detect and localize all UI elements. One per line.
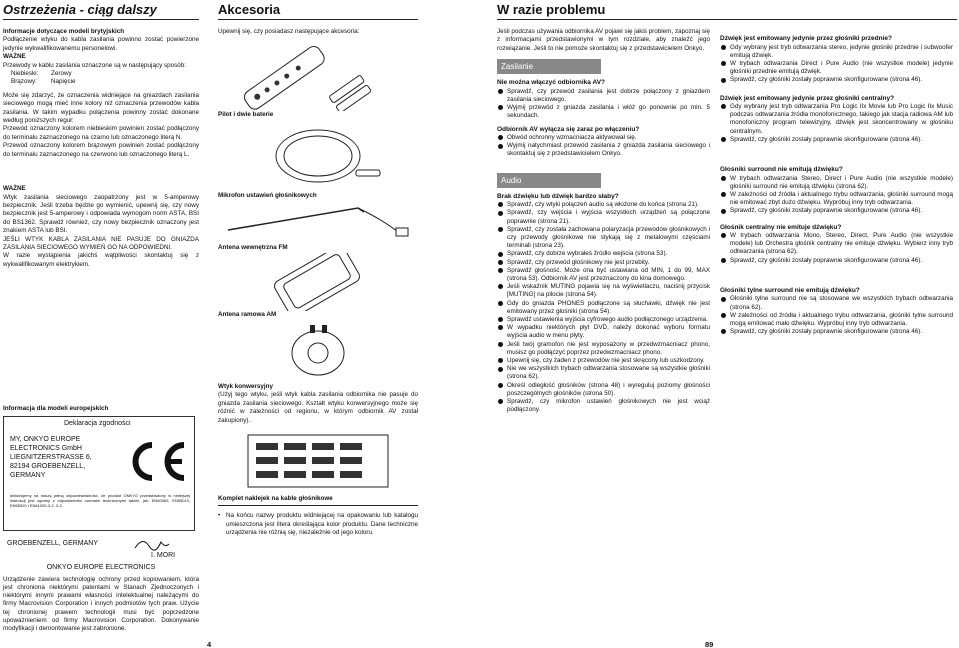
- acc-intro: Upewnij się, czy posiadasz następujące akcesoria:: [218, 28, 360, 35]
- q-center-only: Dźwięk jest emitowany jedynie przez głośniki centralny?: [720, 94, 895, 102]
- address: MY, ONKYO EUROPE ELECTRONICS GmbH LIEGNITZERSTRASSE 6, 82194 GROEBENZELL, GERMANY: [10, 436, 92, 480]
- q-no-surround-back: Głośniki tylne surround nie emitują dźwięku?: [720, 286, 860, 294]
- decl-title: Deklaracja zgodności: [64, 420, 131, 428]
- para-plug: JEŚLI WTYK KABLA ZASILANIA NIE PASUJE DO GNIAZDA ZASILANIA SIECIOWEGO WYMIEŃ GO NA ODPOWIEDNI.: [3, 235, 199, 251]
- remote-batteries-icon: [218, 36, 418, 111]
- trouble-intro: Jeśli podczas używania odbiornika AV pojawi się jakiś problem, zapoznaj się z informacjami przedstawionymi w tym rozdziale, aby znaleźć jego rozwiązanie. Jeśli to nie pomoże skontaktuj się z przedstawicielem Onkyo.: [497, 28, 710, 52]
- uk-heading: Informacje dotyczące modeli brytyjskich: [3, 28, 125, 35]
- middle-column: [218, 0, 418, 648]
- acc-remote-label: Pilot i dwie baterie: [218, 111, 274, 119]
- right-column-2: [720, 0, 953, 648]
- section-audio: Audio: [497, 173, 601, 188]
- q-no-sound-list: Sprawdź, czy wtyki połączeń audio są włożone do końca (strona 21). Sprawdź, czy wejścia i wyjścia wszystkich urządzeń są połączone poprawnie (strona 21). Sprawdź, czy została zachowana polaryzacja przewodów głośnikowych i czy przewody głośnikowe nie stykają się z metalowymi częściami terminali (strona 23). Sprawdź, czy dobrze wybrałeś źródło wejścia (strona 53). Sprawdź, czy przewód głośnikowy nie jest przebity. Sprawdź głośność. Może ona być ustawiana od MIN, 1 do 99, MAX (strona 53). Odbiornik AV jest przeznaczony do kina domowego. Jeśli wskaźnik MUTING pojawia się na wyświetlaczu, naciśnij przycisk [MUTING] na pilocie (strona 54). Gdy do gniazda PHONES podłączone są słuchawki, dźwięk nie jest emitowany przez głośniki (strona 54). Sprawdź ustawienia wyjścia cyfrowego audio podłączonego urządzenia. W wypadku niektórych płyt DVD, należy dokonać wyboru formatu wyjścia audio w menu płyty. Jeśli twój gramofon nie jest wyposażony w przedwzmacniacz phono, musisz go podłączyć poprzez przedwzmacniacz phono. Upewnij się, czy żaden z przewodów nie jest skręcony lub uszkodzony. Nie we wszystkich trybach odtwarzania stosowane są wszystkie głośniki (strona 62). Określ odległość głośników (strona 48) i wyreguluj poziomy głośności poszczególnych głośników (strona 50). Sprawdź, czy mikrofon ustawień głośnikowych nie jest wciąż podłączony.: [497, 201, 710, 414]
- wazne-label: WAŻNE: [3, 53, 26, 61]
- q-front-only: Dźwięk jest emitowany jedynie przez głośniki przednie?: [720, 35, 892, 42]
- eu-heading: Informacja dla modeli europejskich: [3, 405, 109, 412]
- q-center-only-list: Gdy wybrany jest tryb odtwarzania Pro Logic IIx Movie lub Pro Logic IIx Music podczas odtwarzania źródła monofonicznego, takiego jak stacja radiowa AM lub monofoniczny program telewizyjny, dźwięk jest skoncentrowany w głośniku centralnym. Sprawdź, czy głośniki zostały poprawnie skonfigurowane (strona 46).: [720, 103, 953, 144]
- eu-section: [3, 405, 199, 633]
- sign-name: I. MORI: [151, 552, 176, 560]
- acc-am-label: Antena ramowa AM: [218, 310, 277, 318]
- page-number-right: 89: [705, 640, 714, 648]
- signature-area: [3, 534, 199, 560]
- color-note: • Na końcu nazwy produktu widniejącej na opakowaniu lub katalogu umieszczona jest litera określająca kolor produktu. Dane techniczne urządzenia nie różnią się, niezależnie od jego koloru.: [218, 512, 418, 537]
- q-shutdown-list: Obwód ochronny wzmacniacza aktywował się. Wyjmij natychmiast przewód zasilania z gniazda zasilania sieciowego i skontaktuj się z przedstawicielem Onkyo.: [497, 134, 710, 159]
- ce-mark-icon: [122, 439, 192, 484]
- acc-labels-label: Komplet naklejek na kable głośnikowe: [218, 495, 418, 506]
- q-no-center: Głośnik centralny nie emituje dźwięku?: [720, 223, 842, 231]
- q-no-power: Nie można włączyć odbiornika AV?: [497, 79, 605, 87]
- am-antenna-icon: [218, 253, 418, 311]
- para-doubt: W razie wystąpienia jakichś wątpliwości skontaktuj się z wykwalifikowanym elektrykiem.: [3, 252, 199, 268]
- wire-brown-row: Brązowy: Napięcie: [11, 78, 76, 86]
- left-column: [3, 0, 199, 648]
- conversion-plug-icon: [218, 319, 418, 383]
- section-power: Zasilanie: [497, 59, 601, 74]
- q-no-power-list: Sprawdź, czy przewód zasilania jest dobrze połączony z gniazdem zasilania sieciowego. Wyjmij przewód z gniazda zasilania i włóż go ponownie po min. 5 sekundach.: [497, 88, 710, 121]
- wazne-label-2: WAŻNE: [3, 185, 26, 193]
- page-number-left: 4: [207, 640, 212, 648]
- q-front-only-list: Gdy wybrany jest tryb odtwarzania stereo, jedynie głośniki przednie i subwoofer emitują dźwięk. W trybach odtwarzania Direct i Pure Audio (nie wszystkie modele) jedynie głośniki przednie emitują dźwięk. Sprawdź, czy głośniki zostały poprawnie skonfigurowane (strona 46).: [720, 44, 953, 85]
- middle-title: Akcesoria: [218, 0, 418, 20]
- macrovision-text: Urządzenie zawiera technologię ochrony przed kopiowaniem, która jest chroniona niektórymi patentami w Stanach Zjednoczonych i niektórymi innymi prawami własności intelektualnej należącymi do firmy Macrovision Corporation i innych podmiotów tych praw. Użycie tej chronionej prawem technologii musi być poprzedzone upoważnieniem od firmy Macrovision Corporation. Dokonywanie modyfikacji i demontowanie jest zabronione.: [3, 575, 199, 633]
- q-no-surround: Głośniki surround nie emitują dźwięku?: [720, 166, 843, 174]
- para-brown: Przewód oznaczony kolorem brązowym powinien zostać podłączony do terminalu zaznaczonego na czerwono lub oznaczonego literą L.: [3, 142, 199, 158]
- q-no-surround-list: W trybach odtwarzania Stereo, Direct i Pure Audio (nie wszystkie modele) głośniki surround nie emitują dźwięku (strona 62). W zależności od źródła i aktualnego trybu odtwarzania, głośniki surround mogą nie emitować zbyt dużo dźwięku. Wypróbuj inny tryb odtwarzania. Sprawdź, czy głośniki zostały poprawnie skonfigurowane (strona 46).: [720, 175, 953, 216]
- wires-intro: Przewody w kablu zasilania oznaczone są w następujący sposób:: [3, 61, 187, 69]
- para-blue: Przewód oznaczony kolorem niebieskim powinien zostać podłączony do terminalu zaznaczonego na czarno lub oznaczonego literą N.: [3, 125, 199, 141]
- q-no-surround-back-list: Głośniki tylne surround nie są stosowane we wszystkich trybach odtwarzania (strona 62). W zależności od źródła i aktualnego trybu odtwarzania, głośniki tylne surround mogą emitować mało dźwięku. Wypróbuj inny tryb odtwarzania. Sprawdź, czy głośniki zostały poprawnie skonfigurowane (strona 46).: [720, 295, 953, 336]
- decl-small-text: deklarujemy na naszą pełną odpowiedzialność, że produkt ONKYO przedstawiony w niniejszej instrukcji jest zgodny z odpowiednimi normami technicznymi takimi, jak: EN60065, EN55013, EN55020 i EN61000-3-2, 3-3.: [10, 493, 190, 509]
- right-title: W razie problemu: [497, 0, 957, 20]
- acc-fm-label: Antena wewnętrzna FM: [218, 244, 288, 252]
- para-colors: Może się zdarzyć, że oznaczenia widniejące na gniazdach zasilania sieciowego mogą mieć inne kolory niż oznaczenia przewodów kabla zasilania. W takim wypadku połączenia powinny zostać dokonane według poniższych reguł:: [3, 91, 199, 125]
- right-column-1: [497, 0, 710, 648]
- wire-blue-row: Niebieski: Zerowy: [11, 70, 72, 78]
- uk-text: Podłączenie wtyku do kabla zasilania powinno zostać powierzone jedynie wykwalifikowanemu personelowi.: [3, 36, 199, 52]
- acc-plug-desc: (Użyj tego wtyku, jeśli wtyk kabla zasilania odbiornika nie pasuje do gniazda zasilania sieciowego. Kształt wtyku konwersyjnego może się różnić w zależności od regionu, w którym odbiornik AV został zakupiony).: [218, 391, 418, 424]
- q-no-center-list: W trybach odtwarzania Mono, Stereo, Direct, Pure Audio (nie wszystkie modele) lub Orchestra głośnik centralny nie emituje dźwięku. Wybierz inny tryb odtwarzania (strona 62). Sprawdź, czy głośniki zostały poprawnie skonfigurowane (strona 46).: [720, 232, 953, 265]
- sign-city: GROEBENZELL, GERMANY: [7, 540, 99, 548]
- fm-antenna-icon: [218, 200, 418, 244]
- microphone-icon: [218, 120, 418, 192]
- q-no-sound: Brak dźwięku lub dźwięk bardzo słaby?: [497, 192, 619, 200]
- q-shutdown: Odbiornik AV wyłącza się zaraz po włączeniu?: [497, 125, 640, 133]
- acc-mic-label: Mikrofon ustawień głośnikowych: [218, 191, 317, 199]
- declaration-box: [3, 416, 195, 531]
- sign-company: ONKYO EUROPE ELECTRONICS: [46, 564, 156, 572]
- left-title: Ostrzeżenia - ciąg dalszy: [3, 0, 199, 20]
- acc-plug-label: Wtyk konwersyjny: [218, 383, 273, 391]
- speaker-labels-icon: [218, 425, 418, 495]
- para-fuse: Wtyk zasilania sieciowego zaopatrzony jest w 5-amperowy bezpiecznik. Jeśli trzeba będzie go wymienić, upewnij się, czy nowy bezpiecznik jest 5-amperowy i odpowiada wymogom norm ASTA, BSI do BS1362. Sprawdź również, czy nowy bezpiecznik oznaczony jest znakiem ASTA lub BSI.: [3, 193, 199, 235]
